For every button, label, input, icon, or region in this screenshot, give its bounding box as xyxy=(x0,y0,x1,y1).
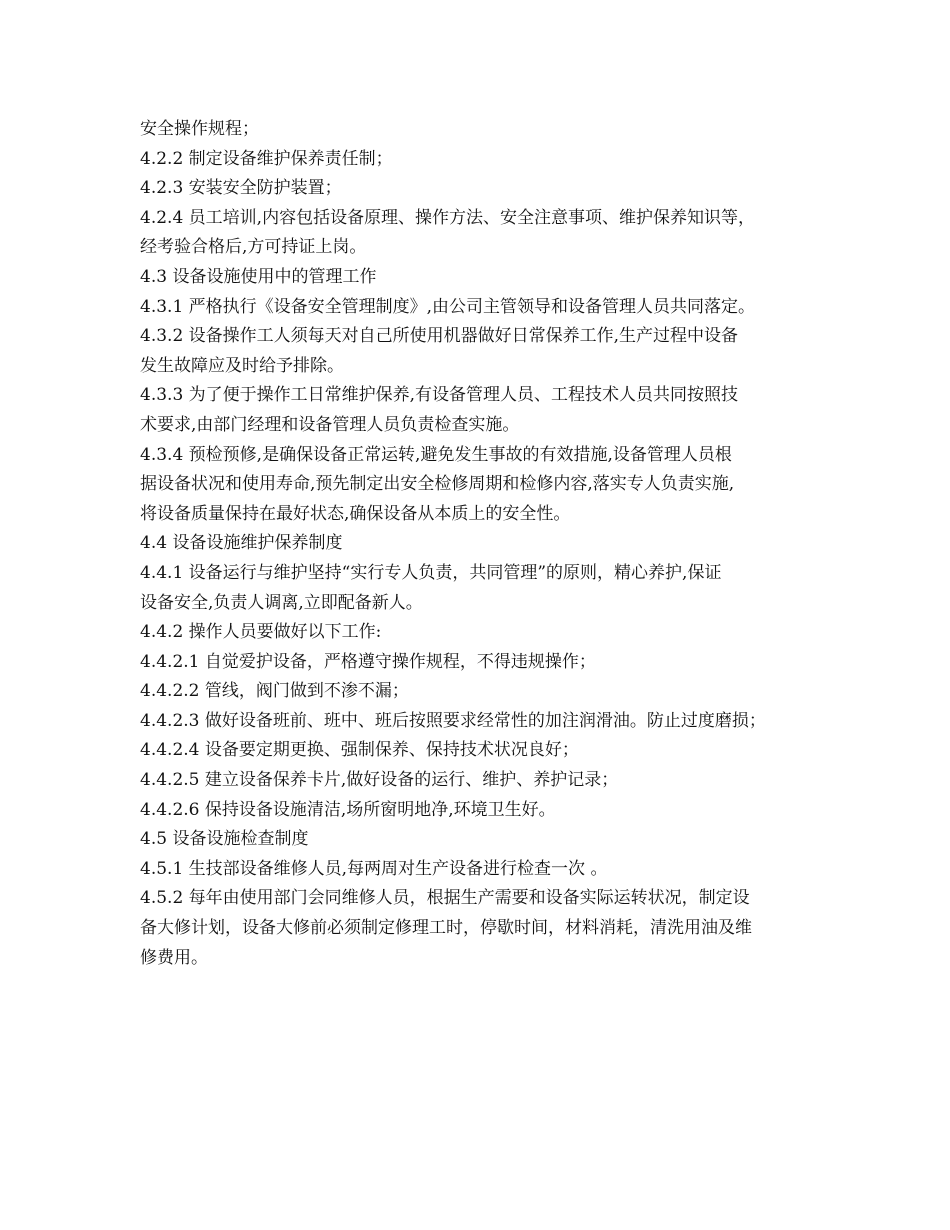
text-line: 4.3.1 严格执行《设备安全管理制度》,由公司主管领导和设备管理人员共同落定。 xyxy=(140,296,756,317)
section-heading: 4.5 设备设施检查制度 xyxy=(140,829,309,850)
text-line: 4.4.2.6 保持设备设施清洁,场所窗明地净,环境卫生好。 xyxy=(140,799,556,820)
text-line: 修费用。 xyxy=(140,947,208,968)
text-line: 4.4.2.3 做好设备班前、班中、班后按照要求经常性的加注润滑油。防止过度磨损； xyxy=(140,710,766,731)
text-line: 据设备状况和使用寿命,预先制定出安全检修周期和检修内容,落实专人负责实施, xyxy=(140,474,735,495)
text-line: 4.2.2 制定设备维护保养责任制； xyxy=(140,148,393,169)
text-line: 4.4.2.5 建立设备保养卡片,做好设备的运行、维护、养护记录； xyxy=(140,770,619,791)
text-line: 4.4.2.4 设备要定期更换、强制保养、保持技术状况良好； xyxy=(140,740,579,761)
section-heading: 4.3 设备设施使用中的管理工作 xyxy=(140,266,377,287)
text-line: 4.2.3 安装安全防护装置； xyxy=(140,178,342,199)
text-line: 4.5.2 每年由使用部门会同维修人员，根据生产需要和设备实际运转状况，制定设 xyxy=(140,888,750,909)
text-line: 术要求,由部门经理和设备管理人员负责检查实施。 xyxy=(140,414,520,435)
text-line: 将设备质量保持在最好状态,确保设备从本质上的安全性。 xyxy=(140,503,571,524)
text-line: 备大修计划，设备大修前必须制定修理工时，停歇时间，材料消耗，清洗用油及维 xyxy=(140,918,752,939)
text-line: 4.4.2.1 自觉爱护设备，严格遵守操作规程，不得违规操作； xyxy=(140,651,596,672)
section-heading: 4.4 设备设施维护保养制度 xyxy=(140,533,343,554)
text-line: 4.5.1 生技部设备维修人员,每两周对生产设备进行检查一次 。 xyxy=(140,858,608,879)
text-line: 4.2.4 员工培训,内容包括设备原理、操作方法、安全注意事项、维护保养知识等， xyxy=(140,207,756,228)
text-line: 4.4.1 设备运行与维护坚持“实行专人负责，共同管理”的原则，精心养护,保证 xyxy=(140,562,722,583)
text-line: 安全操作规程； xyxy=(140,119,259,139)
text-line: 经考验合格后,方可持证上岗。 xyxy=(140,237,367,258)
text-line: 4.3.3 为了便于操作工日常维护保养,有设备管理人员、工程技术人员共同按照技 xyxy=(140,385,739,406)
text-line: 4.3.2 设备操作工人须每天对自己所使用机器做好日常保养工作,生产过程中设备 xyxy=(140,326,739,347)
text-line: 4.4.2.2 管线，阀门做到不渗不漏； xyxy=(140,681,409,702)
text-line: 4.4.2 操作人员要做好以下工作: xyxy=(140,622,382,643)
text-line: 4.3.4 预检预修,是确保设备正常运转,避免发生事故的有效措施,设备管理人员根 xyxy=(140,444,732,465)
text-line: 设备安全,负责人调离,立即配备新人。 xyxy=(140,592,423,613)
document-body xyxy=(140,115,830,973)
text-line: 发生故障应及时给予排除。 xyxy=(140,355,344,376)
